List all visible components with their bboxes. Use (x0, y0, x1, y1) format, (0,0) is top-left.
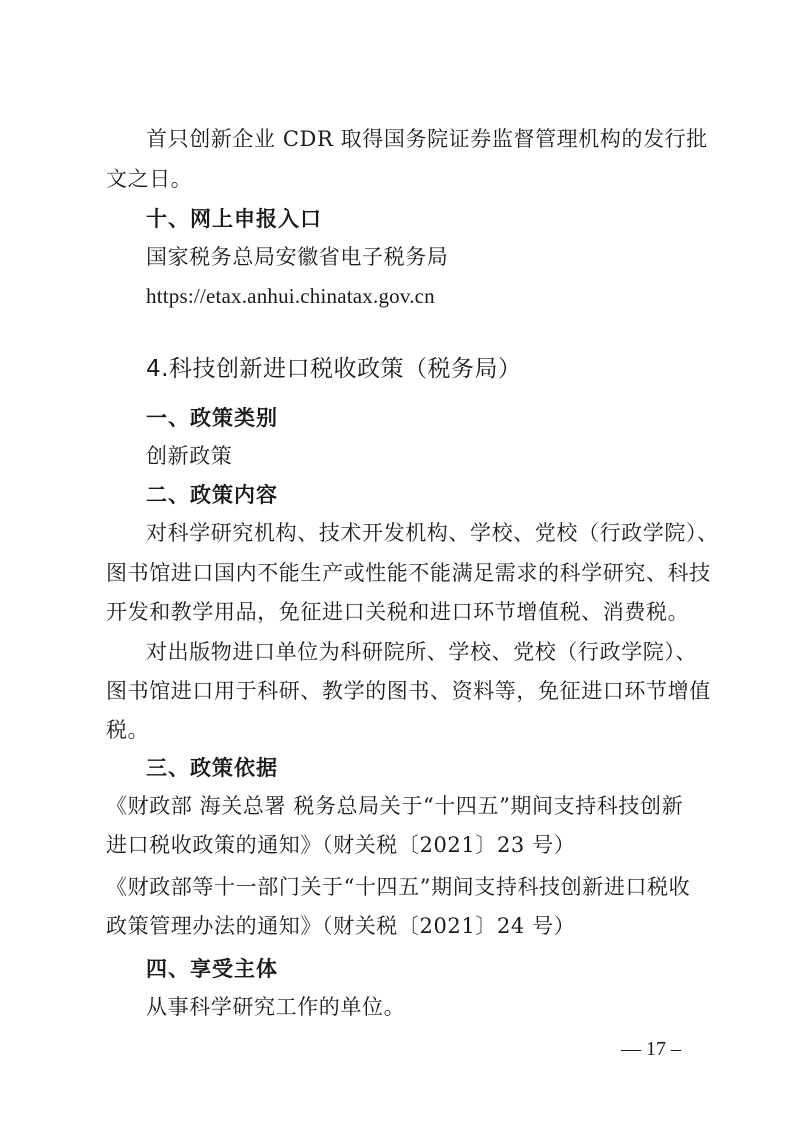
paragraph-line: 图书馆进口国内不能生产或性能不能满足需求的科学研究、科技 (106, 561, 711, 585)
paragraph-line: 国家税务总局安徽省电子税务局 (146, 245, 449, 269)
paragraph-line: 图书馆进口用于科研、教学的图书、资料等，免征进口环节增值 (106, 679, 711, 703)
paragraph-line: 开发和教学用品，免征进口关税和进口环节增值税、消费税。 (106, 600, 690, 624)
filing-url: https://etax.anhui.chinatax.gov.cn (146, 284, 435, 308)
paragraph-line: 进口税收政策的通知》（财关税〔2021〕23 号） (106, 833, 576, 857)
heading-policy-basis: 三、政策依据 (146, 756, 278, 780)
heading-eligible-entity: 四、享受主体 (146, 957, 278, 981)
paragraph-line: 《财政部等十一部门关于“十四五”期间支持科技创新进口税收 (106, 875, 691, 899)
section-title: 4.科技创新进口税收政策（税务局） (146, 356, 522, 382)
paragraph-line: 对科学研究机构、技术开发机构、学校、党校（行政学院）、 (146, 521, 719, 545)
paragraph-line: 文之日。 (106, 167, 193, 191)
paragraph-line: 创新政策 (146, 444, 233, 468)
heading-policy-content: 二、政策内容 (146, 483, 278, 507)
paragraph-line: 税。 (106, 718, 150, 742)
paragraph-line: 政策管理办法的通知》（财关税〔2021〕24 号） (106, 914, 576, 938)
heading-policy-category: 一、政策类别 (146, 406, 278, 430)
paragraph-line: 从事科学研究工作的单位。 (146, 995, 406, 1019)
paragraph-line: 对出版物进口单位为科研院所、学校、党校（行政学院）、 (146, 640, 698, 664)
heading-online-filing: 十、网上申报入口 (146, 207, 322, 231)
page-number: — 17 – (621, 1038, 681, 1060)
paragraph-line: 《财政部 海关总署 税务总局关于“十四五”期间支持科技创新 (106, 794, 684, 818)
paragraph-line: 首只创新企业 CDR 取得国务院证券监督管理机构的发行批 (146, 127, 708, 151)
